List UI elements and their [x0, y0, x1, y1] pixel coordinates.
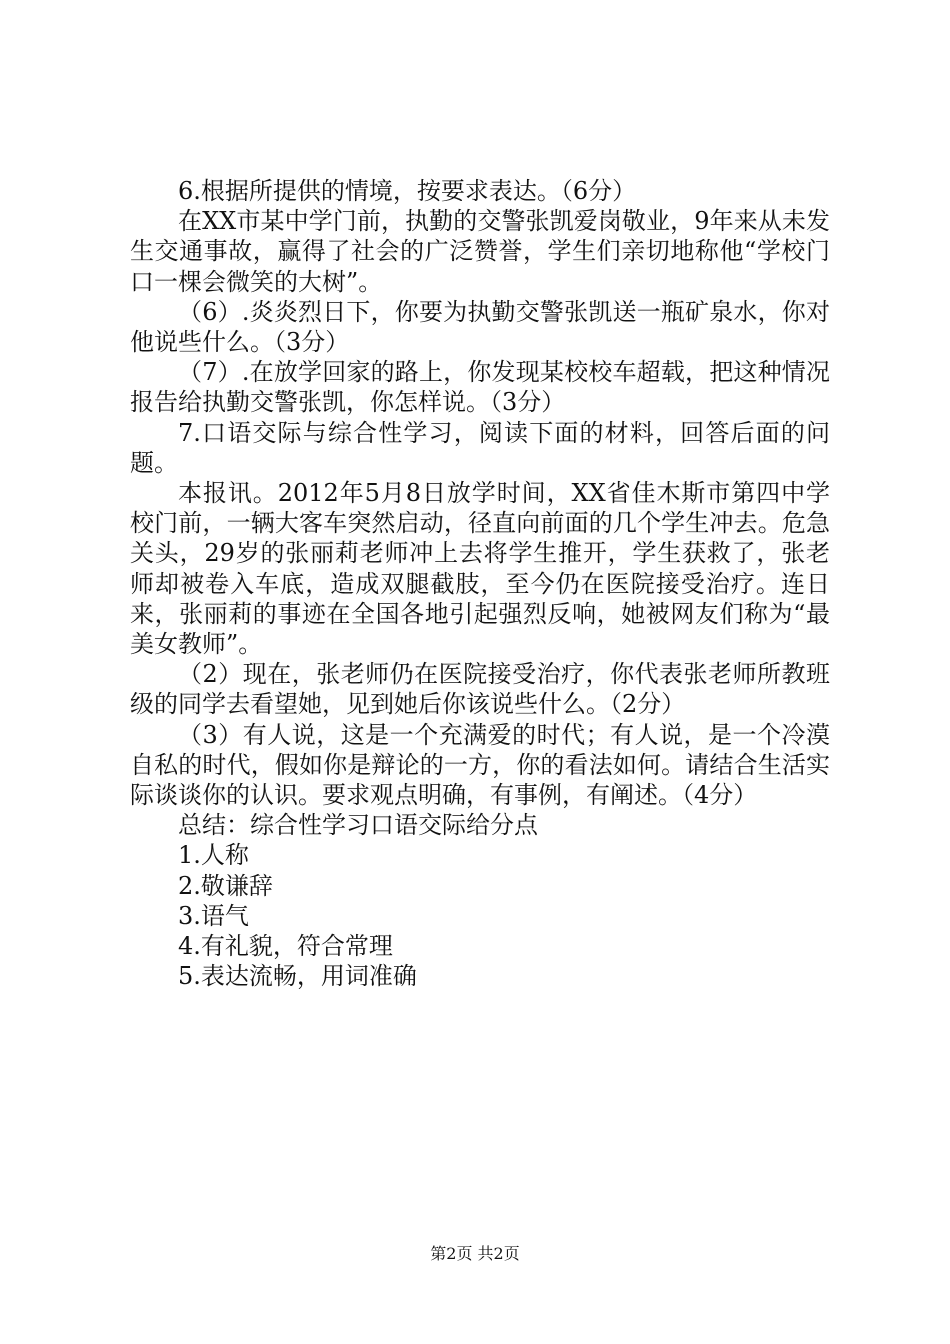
scenario-paragraph: 在XX市某中学门前，执勤的交警张凯爱岗敬业，9年来从未发生交通事故，赢得了社会的广泛赞誉，学生们亲切地称他“学校门口一棵会微笑的大树”。 [130, 207, 830, 296]
summary-title: 总结：综合性学习口语交际给分点 [178, 811, 538, 840]
sub-question-3: （3）有人说，这是一个充满爱的时代；有人说，是一个冷漠自私的时代，假如你是辩论的一方，你的看法如何。请结合生活实际谈谈你的认识。要求观点明确，有事例，有阐述。（4分） [130, 720, 830, 810]
question-7-heading: 7.口语交际与综合性学习，阅读下面的材料，回答后面的问题。 [130, 418, 830, 477]
news-report-paragraph: 本报讯。2012年5月8日放学时间，XX省佳木斯市第四中学校门前，一辆大客车突然启动，径直向前面的几个学生冲去。危急关头，29岁的张丽莉老师冲上去将学生推开，学生获救了，张老师却被卷入车底，造成双腿截肢，至今仍在医院接受治疗。连日来，张丽莉的事迹在全国各地引起强烈反响，她被网友们称为“最美女教师”。 [130, 479, 830, 659]
sub-question-2: （2）现在，张老师仍在医院接受治疗，你代表张老师所教班级的同学去看望她，见到她后你该说些什么。（2分） [130, 660, 830, 719]
summary-item: 5.表达流畅，用词准确 [178, 962, 417, 991]
page-number-footer: 第2页 共2页 [430, 1244, 520, 1263]
summary-item: 3.语气 [178, 901, 249, 930]
sub-question-7: （7）.在放学回家的路上，你发现某校校车超载，把这种情况报告给执勤交警张凯，你怎样说。（3分） [130, 358, 830, 417]
question-6-heading: 6.根据所提供的情境，按要求表达。（6分） [178, 177, 637, 205]
summary-item: 1.人称 [178, 841, 249, 870]
summary-item: 4.有礼貌，符合常理 [178, 932, 393, 961]
sub-question-6: （6）.炎炎烈日下，你要为执勤交警张凯送一瓶矿泉水，你对他说些什么。（3分） [130, 297, 830, 357]
document-body [130, 176, 830, 991]
summary-item: 2.敬谦辞 [178, 871, 273, 900]
